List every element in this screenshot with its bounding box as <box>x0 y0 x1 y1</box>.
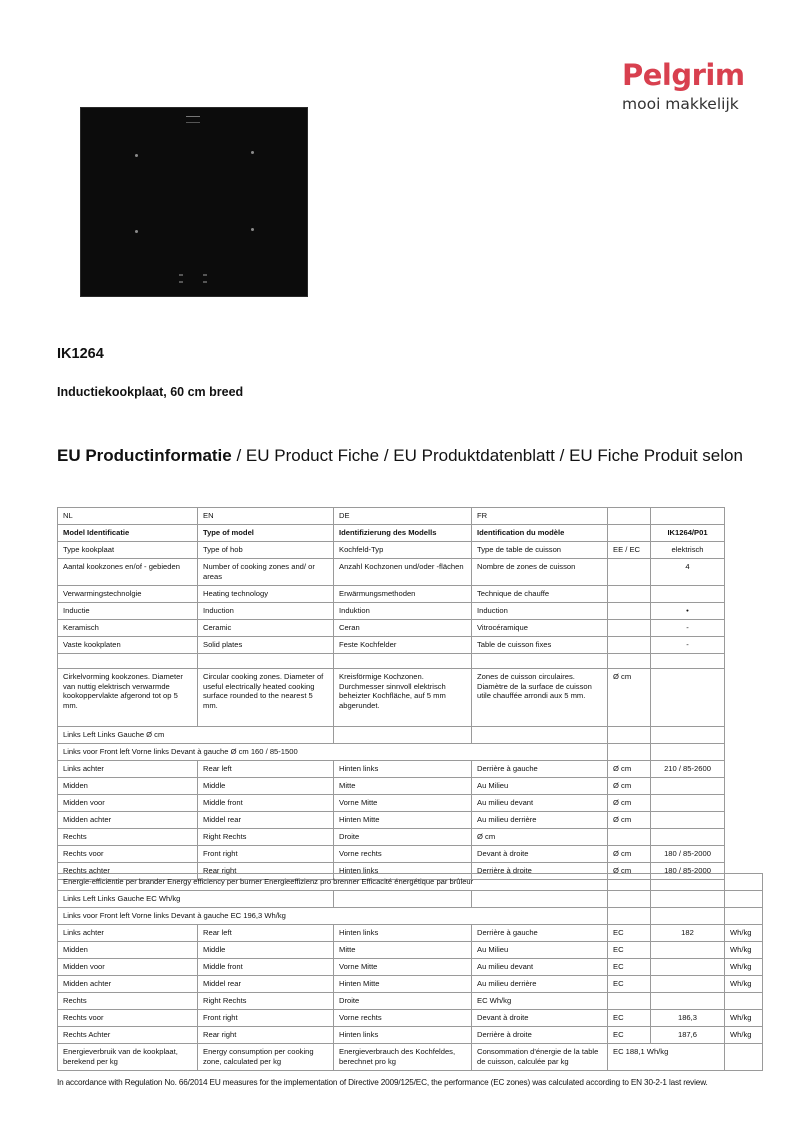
table-cell: Vorne Mitte <box>334 795 472 812</box>
table-cell: Ø cm <box>472 829 608 846</box>
table-cell: Links voor Front left Vorne links Devant à gauche EC 196,3 Wh/kg <box>58 908 608 925</box>
product-fiche-table-energy <box>57 873 763 1071</box>
table-cell: Vorne rechts <box>334 846 472 863</box>
table-cell: Ø cm <box>608 669 651 727</box>
table-cell: Ø cm <box>608 863 651 880</box>
table-cell: Devant à droite <box>472 1010 608 1027</box>
table-cell: Rechts voor <box>58 1010 198 1027</box>
table-cell: - <box>651 637 725 654</box>
table-cell: Derrière à droite <box>472 1027 608 1044</box>
table-row <box>58 908 763 925</box>
table-cell: EC <box>608 959 651 976</box>
table-cell <box>651 891 725 908</box>
table-row <box>58 891 763 908</box>
table-cell: Keramisch <box>58 620 198 637</box>
table-cell: 187,6 <box>651 1027 725 1044</box>
table-cell: Rear right <box>198 1027 334 1044</box>
table-cell: Vitrocéramique <box>472 620 608 637</box>
table-cell: Front right <box>198 846 334 863</box>
table-cell: Ø cm <box>608 795 651 812</box>
table-cell: Vorne rechts <box>334 1010 472 1027</box>
table-cell: Ø cm <box>608 846 651 863</box>
table-cell: Middle <box>198 778 334 795</box>
table-cell: • <box>651 603 725 620</box>
table-row <box>58 542 725 559</box>
table-row <box>58 508 725 525</box>
table-cell: Wh/kg <box>725 959 763 976</box>
product-fiche-table-dimensions <box>57 507 725 880</box>
table-cell: Derrière à gauche <box>472 761 608 778</box>
table-cell: Type of hob <box>198 542 334 559</box>
table-cell: Right Rechts <box>198 829 334 846</box>
table-cell <box>608 603 651 620</box>
table-cell: NL <box>58 508 198 525</box>
table-row <box>58 925 763 942</box>
table-cell: Au milieu devant <box>472 795 608 812</box>
table-cell: Middel rear <box>198 812 334 829</box>
table-cell <box>651 959 725 976</box>
table-cell: Mitte <box>334 942 472 959</box>
table-cell: Vorne Mitte <box>334 959 472 976</box>
table-cell: EC <box>608 1027 651 1044</box>
table-cell: Rear left <box>198 925 334 942</box>
table-row <box>58 620 725 637</box>
page-headline <box>57 446 743 466</box>
table-cell <box>472 727 608 744</box>
table-cell: Derrière à gauche <box>472 925 608 942</box>
product-image-hob <box>80 107 308 297</box>
table-row <box>58 829 725 846</box>
table-cell: EN <box>198 508 334 525</box>
table-cell: Hinten links <box>334 1027 472 1044</box>
table-row <box>58 1010 763 1027</box>
table-cell: elektrisch <box>651 542 725 559</box>
table-row <box>58 669 725 727</box>
table-cell: Wh/kg <box>725 1010 763 1027</box>
logo-tagline: mooi makkelijk <box>622 95 739 113</box>
table-cell: Energy consumption per cooking zone, calculated per kg <box>198 1044 334 1071</box>
table-cell <box>651 669 725 727</box>
table-cell: Midden voor <box>58 795 198 812</box>
table-cell <box>651 654 725 669</box>
table-cell: EC Wh/kg <box>472 993 608 1010</box>
table-cell: 180 / 85-2000 <box>651 846 725 863</box>
table-cell <box>608 654 651 669</box>
table-cell: EC <box>608 925 651 942</box>
table-cell: Rear left <box>198 761 334 778</box>
table-cell: Rear right <box>198 863 334 880</box>
table-cell: Consommation d'énergie de la table de cuisson, calculée par kg <box>472 1044 608 1071</box>
table-cell: Zones de cuisson circulaires. Diamètre de la surface de cuisson utile chauffée arrondi aux 5 mm. <box>472 669 608 727</box>
table-cell <box>608 586 651 603</box>
control-mark <box>203 274 207 276</box>
table-cell: Wh/kg <box>725 942 763 959</box>
table-row <box>58 976 763 993</box>
table-cell <box>608 829 651 846</box>
table-cell: Feste Kochfelder <box>334 637 472 654</box>
table-cell <box>651 874 725 891</box>
table-cell: Midden achter <box>58 976 198 993</box>
table-cell: Kreisförmige Kochzonen. Durchmesser sinnvoll elektrisch beheizter Kochfläche, auf 5 mm abgerundet. <box>334 669 472 727</box>
table-cell: Heating technology <box>198 586 334 603</box>
table-cell: Kochfeld-Typ <box>334 542 472 559</box>
table-cell: FR <box>472 508 608 525</box>
table-row <box>58 744 725 761</box>
table-cell: Devant à droite <box>472 846 608 863</box>
headline-bold: EU Productinformatie <box>57 446 232 465</box>
table-cell: Links Left Links Gauche EC Wh/kg <box>58 891 334 908</box>
table-row <box>58 603 725 620</box>
table-row <box>58 874 763 891</box>
table-row <box>58 559 725 586</box>
table-cell: Ceramic <box>198 620 334 637</box>
table-cell: Hinten Mitte <box>334 976 472 993</box>
product-model: IK1264 <box>57 346 104 362</box>
table-cell: Energieverbrauch des Kochfeldes, berechnet pro kg <box>334 1044 472 1071</box>
table-cell <box>651 829 725 846</box>
table-row <box>58 812 725 829</box>
table-cell: Middle <box>198 942 334 959</box>
table-cell: Nombre de zones de cuisson <box>472 559 608 586</box>
zone-marker <box>251 228 254 231</box>
table-cell: 4 <box>651 559 725 586</box>
table-cell: Middle front <box>198 959 334 976</box>
table-cell: Ø cm <box>608 761 651 778</box>
table-cell <box>725 874 763 891</box>
table-row <box>58 778 725 795</box>
table-row <box>58 1044 763 1071</box>
table-cell <box>472 654 608 669</box>
table-cell <box>608 744 651 761</box>
table-cell: Middel rear <box>198 976 334 993</box>
table-cell: Cirkelvorming kookzones. Diameter van nuttig elektrisch verwarmde kookoppervlakte afgerond tot op 5 mm. <box>58 669 198 727</box>
table-cell: Type de table de cuisson <box>472 542 608 559</box>
table-cell: Hinten links <box>334 863 472 880</box>
table-cell: Identification du modèle <box>472 525 608 542</box>
table-cell: EC <box>608 942 651 959</box>
table-cell: Wh/kg <box>725 976 763 993</box>
table-cell <box>651 993 725 1010</box>
table-cell <box>608 874 651 891</box>
table-row <box>58 1027 763 1044</box>
table-cell <box>725 891 763 908</box>
table-cell: EC <box>608 976 651 993</box>
table-cell <box>58 654 198 669</box>
table-cell: Links achter <box>58 761 198 778</box>
table-cell: Midden <box>58 778 198 795</box>
table-cell: Rechts <box>58 829 198 846</box>
table-cell: Middle front <box>198 795 334 812</box>
table-cell <box>608 620 651 637</box>
table-cell <box>608 993 651 1010</box>
table-cell: Wh/kg <box>725 925 763 942</box>
table-cell <box>334 654 472 669</box>
table-row <box>58 795 725 812</box>
table-cell: EC <box>608 1010 651 1027</box>
table-cell: Links achter <box>58 925 198 942</box>
table-cell: Energie-efficiëntie per brander Energy efficiency per burner Energieeffizienz pro brenner Efficacité énergétique par brûleur <box>58 874 608 891</box>
table-cell: Type kookplaat <box>58 542 198 559</box>
table-cell: Induktion <box>334 603 472 620</box>
table-cell: Technique de chauffe <box>472 586 608 603</box>
table-cell <box>651 778 725 795</box>
table-cell: DE <box>334 508 472 525</box>
table-cell: Rechts achter <box>58 863 198 880</box>
hob-brand-mark <box>186 116 200 123</box>
table-cell <box>725 1044 763 1071</box>
table-cell: Links Left Links Gauche Ø cm <box>58 727 334 744</box>
table-cell: Right Rechts <box>198 993 334 1010</box>
table-cell: 180 / 85-2000 <box>651 863 725 880</box>
table-cell: Verwarmingstechnolgie <box>58 586 198 603</box>
zone-marker <box>135 154 138 157</box>
table-cell: Rechts <box>58 993 198 1010</box>
table-cell: Rechts Achter <box>58 1027 198 1044</box>
table-row <box>58 761 725 778</box>
table-row <box>58 727 725 744</box>
table-cell: Wh/kg <box>725 1027 763 1044</box>
table-cell: Vaste kookplaten <box>58 637 198 654</box>
logo-brand: Pelgrim <box>622 58 745 92</box>
table-cell <box>608 525 651 542</box>
table-cell <box>472 891 608 908</box>
table-cell: Rechts voor <box>58 846 198 863</box>
headline-rest: / EU Product Fiche / EU Produktdatenblatt / EU Fiche Produit selon <box>231 446 743 465</box>
table-cell: IK1264/P01 <box>651 525 725 542</box>
table-cell: 210 / 85-2600 <box>651 761 725 778</box>
table-cell: Circular cooking zones. Diameter of useful electrically heated cooking surface rounded to the nearest 5 mm. <box>198 669 334 727</box>
zone-marker <box>251 151 254 154</box>
table-cell: Solid plates <box>198 637 334 654</box>
table-cell <box>608 727 651 744</box>
table-cell: Ceran <box>334 620 472 637</box>
table-cell: Au milieu devant <box>472 959 608 976</box>
table-cell <box>651 942 725 959</box>
table-cell: Identifizierung des Modells <box>334 525 472 542</box>
table-cell: Links voor Front left Vorne links Devant à gauche Ø cm 160 / 85-1500 <box>58 744 608 761</box>
table-cell: Number of cooking zones and/ or areas <box>198 559 334 586</box>
table-cell: Derrière à droite <box>472 863 608 880</box>
table-cell: Au milieu derrière <box>472 812 608 829</box>
table-row <box>58 637 725 654</box>
table-cell: Table de cuisson fixes <box>472 637 608 654</box>
table-cell <box>651 908 725 925</box>
table-row <box>58 993 763 1010</box>
table-cell <box>198 654 334 669</box>
table-row <box>58 959 763 976</box>
table-cell: Model Identificatie <box>58 525 198 542</box>
table-cell <box>608 559 651 586</box>
table-cell: Hinten links <box>334 925 472 942</box>
table-cell <box>651 586 725 603</box>
table-cell: Midden voor <box>58 959 198 976</box>
table-cell: Erwärmungsmethoden <box>334 586 472 603</box>
table-cell: EE / EC <box>608 542 651 559</box>
table-cell <box>651 812 725 829</box>
table-cell: 182 <box>651 925 725 942</box>
table-row <box>58 654 725 669</box>
table-cell <box>334 891 472 908</box>
table-cell: Inductie <box>58 603 198 620</box>
table-row <box>58 525 725 542</box>
pelgrim-logo <box>622 58 772 114</box>
table-cell: Induction <box>472 603 608 620</box>
table-row <box>58 942 763 959</box>
table-cell <box>651 795 725 812</box>
table-cell: Induction <box>198 603 334 620</box>
table-cell <box>651 508 725 525</box>
product-description: Inductiekookplaat, 60 cm breed <box>57 385 244 399</box>
table-cell <box>651 744 725 761</box>
control-mark <box>203 281 207 283</box>
table-cell: Midden achter <box>58 812 198 829</box>
table-cell: Au Milieu <box>472 942 608 959</box>
zone-marker <box>135 230 138 233</box>
table-cell <box>725 908 763 925</box>
table-cell: Mitte <box>334 778 472 795</box>
table-row <box>58 846 725 863</box>
table-cell <box>608 508 651 525</box>
table-cell <box>651 976 725 993</box>
table-cell <box>608 908 651 925</box>
table-cell <box>334 727 472 744</box>
table-cell: Energieverbruik van de kookplaat, berekend per kg <box>58 1044 198 1071</box>
table-cell: Hinten links <box>334 761 472 778</box>
table-cell: Droite <box>334 993 472 1010</box>
table-cell: Aantal kookzones en/of - gebieden <box>58 559 198 586</box>
table-cell: - <box>651 620 725 637</box>
table-cell <box>651 727 725 744</box>
table-cell: Midden <box>58 942 198 959</box>
table-cell <box>608 891 651 908</box>
table-cell: Au Milieu <box>472 778 608 795</box>
table-cell <box>608 637 651 654</box>
table-cell <box>725 993 763 1010</box>
table-row <box>58 586 725 603</box>
regulation-footnote: In accordance with Regulation No. 66/2014 EU measures for the implementation of Directive 2009/125/EC, the performance (EC zones) was calculated according to EN 30-2-1 last review. <box>57 1078 708 1087</box>
table-cell: Droite <box>334 829 472 846</box>
table-cell: Type of model <box>198 525 334 542</box>
table-cell: Au milieu derrière <box>472 976 608 993</box>
table-cell: Anzahl Kochzonen und/oder -flächen <box>334 559 472 586</box>
control-mark <box>179 274 183 276</box>
table-cell: Ø cm <box>608 812 651 829</box>
table-cell: 186,3 <box>651 1010 725 1027</box>
table-cell: EC 188,1 Wh/kg <box>608 1044 725 1071</box>
table-cell: Hinten Mitte <box>334 812 472 829</box>
table-cell: Front right <box>198 1010 334 1027</box>
control-mark <box>179 281 183 283</box>
table-cell: Ø cm <box>608 778 651 795</box>
